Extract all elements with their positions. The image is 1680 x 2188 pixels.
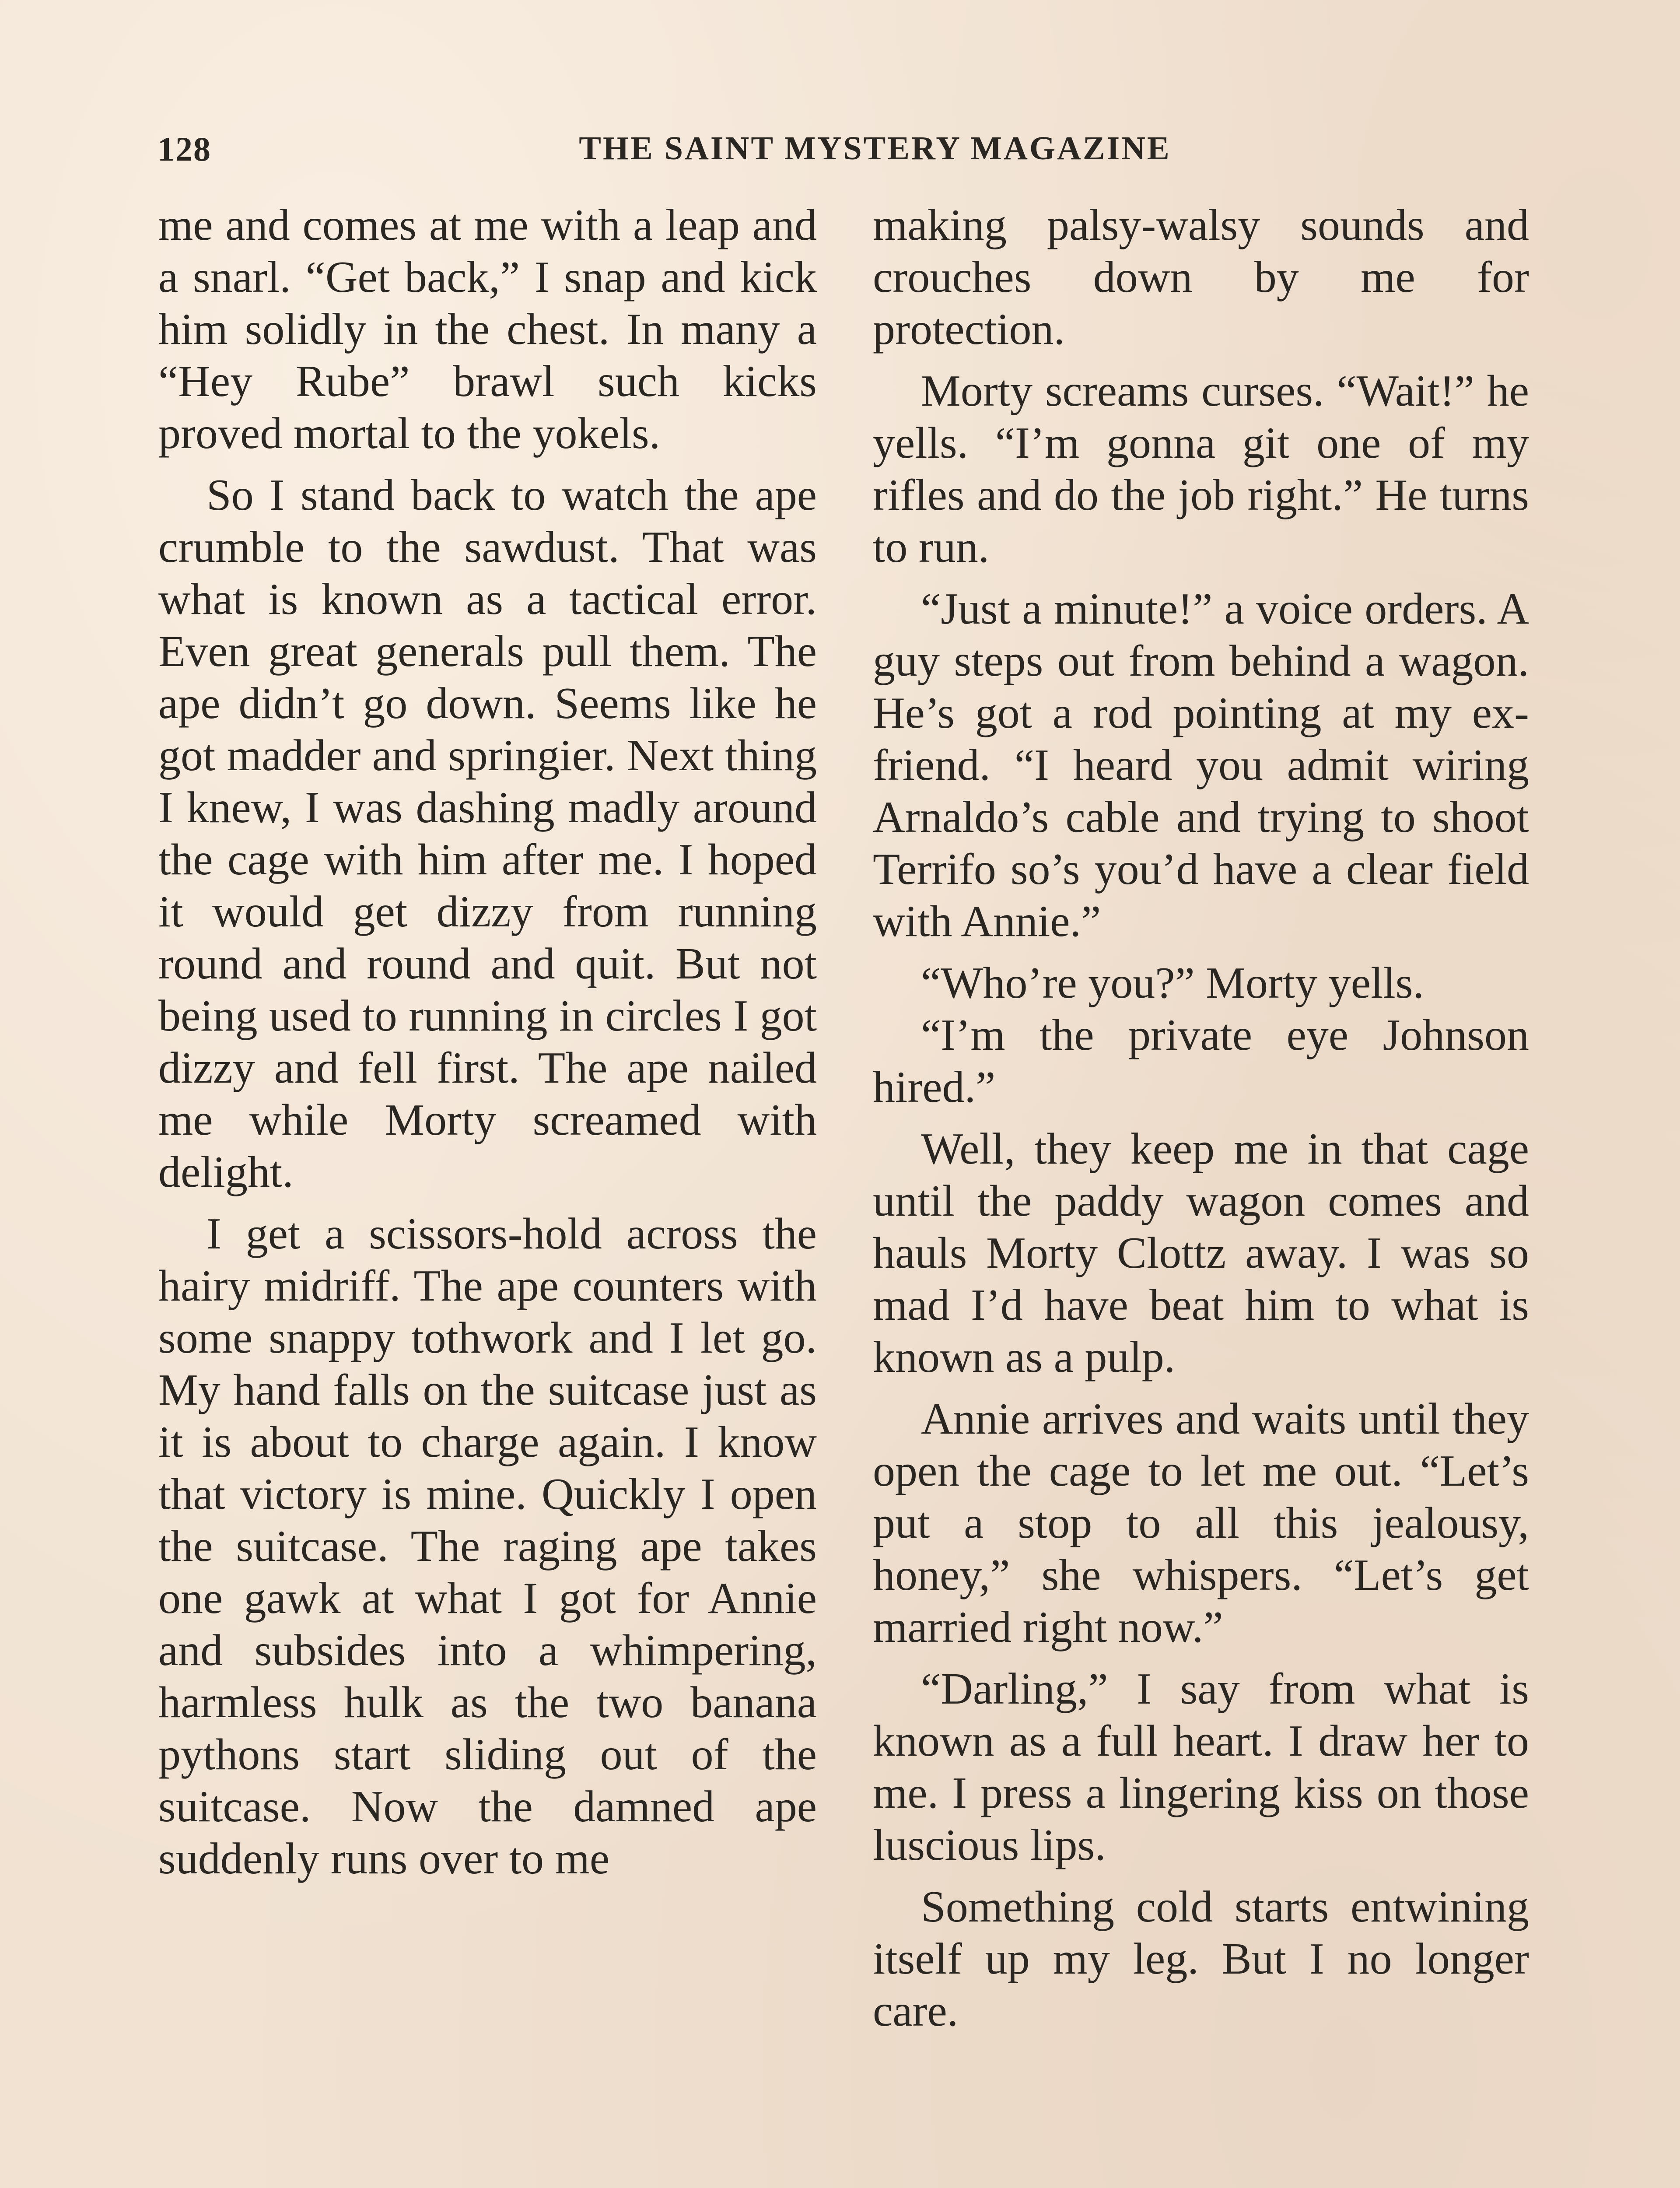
paragraph: “I’m the private eye Johnson hired.” xyxy=(873,1010,1529,1112)
paragraph: “Darling,” I say from what is known as a full heart. I draw her to me. I press a lingering kiss on those luscious lips. xyxy=(873,1664,1529,1870)
page-header xyxy=(158,130,1531,173)
paragraph: me and comes at me with a leap and a snarl. “Get back,” I snap and kick him solidly in the chest. In many a “Hey Rube” brawl such kicks proved mortal to the yokels. xyxy=(158,200,817,458)
paragraph: I get a scissors-hold across the hairy midriff. The ape counters with some snappy tothwork and I let go. My hand falls on the suitcase just as it is about to charge again. I know that victory is mine. Quickly I open the suitcase. The raging ape takes one gawk at what I got for Annie and subsides into a whimpering, harmless hulk as the two banana pythons start sliding out of the suitcase. Now the damned ape suddenly runs over to me xyxy=(158,1209,817,1883)
page-number: 128 xyxy=(158,130,211,168)
paragraph: “Just a minute!” a voice orders. A guy steps out from behind a wagon. He’s got a rod pointing at my ex-friend. “I heard you admit wiring Arnaldo’s cable and trying to shoot Terrifo so’s you’d have a clear field with Annie.” xyxy=(873,584,1529,946)
left-column xyxy=(158,199,817,1885)
paragraph: “Who’re you?” Morty yells. xyxy=(921,958,1424,1008)
paragraph: Morty screams curses. “Wait!” he yells. “I’m gonna git one of my rifles and do the job right.” He turns to run. xyxy=(873,366,1529,572)
paragraph: making palsy-walsy sounds and crouches down by me for protection. xyxy=(873,200,1529,354)
paragraph: Well, they keep me in that cage until the paddy wagon comes and hauls Morty Clottz away. I was so mad I’d have beat him to what is known as a pulp. xyxy=(873,1124,1529,1382)
paragraph: Annie arrives and waits until they open the cage to let me out. “Let’s put a stop to all this jealousy, honey,” she whispers. “Let’s get married right now.” xyxy=(873,1394,1529,1652)
paragraph: So I stand back to watch the ape crumble to the sawdust. That was what is known as a tactical error. Even great generals pull them. The ape didn’t go down. Seems like he got madder and springier. Next thing I knew, I was dashing madly around the cage with him after me. I hoped it would get dizzy from running round and round and quit. But not being used to running in circles I got dizzy and fell first. The ape nailed me while Morty screamed with delight. xyxy=(158,470,817,1197)
right-column xyxy=(873,199,1529,2037)
paragraph: Something cold starts entwining itself up my leg. But I no longer care. xyxy=(873,1882,1529,2036)
running-title: THE SAINT MYSTERY MAGAZINE xyxy=(579,130,1171,167)
